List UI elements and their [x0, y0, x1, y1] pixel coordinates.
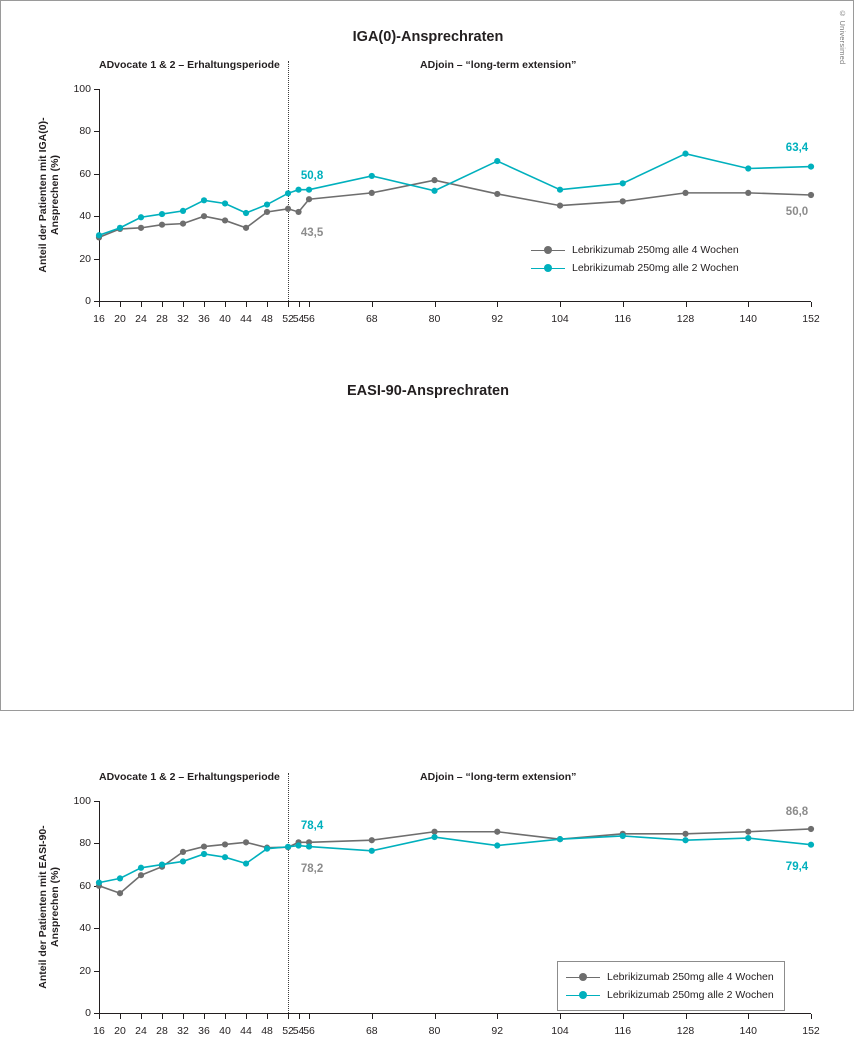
data-point-iga-0-19 [808, 192, 814, 198]
y-tick-label-iga-20: 20 [79, 252, 91, 265]
data-point-easi-1-15 [557, 836, 563, 842]
x-tick-mark-iga-48 [267, 302, 268, 307]
y-axis-label-iga: Anteil der Patienten mit IGA(0)- Ansprechen (%) [37, 117, 61, 273]
x-tick-label-easi-54: 54 [292, 1025, 305, 1037]
data-point-easi-1-17 [682, 837, 688, 843]
x-tick-label-iga-152: 152 [802, 313, 820, 325]
x-tick-mark-iga-152 [811, 302, 812, 307]
x-tick-mark-easi-80 [435, 1014, 436, 1019]
data-point-easi-1-13 [431, 834, 437, 840]
x-tick-label-easi-40: 40 [219, 1025, 231, 1037]
value-label-mid-iga-1: 43,5 [300, 227, 324, 240]
x-tick-mark-iga-28 [162, 302, 163, 307]
data-point-iga-1-1 [117, 225, 123, 231]
data-point-iga-0-15 [557, 203, 563, 209]
data-point-iga-1-7 [243, 210, 249, 216]
data-point-iga-1-5 [201, 197, 207, 203]
x-tick-label-easi-28: 28 [156, 1025, 168, 1037]
x-tick-mark-iga-116 [623, 302, 624, 307]
legend-item-easi-0[interactable] [566, 968, 774, 986]
x-tick-label-iga-80: 80 [428, 313, 441, 325]
x-tick-mark-iga-20 [120, 302, 121, 307]
data-point-easi-0-17 [682, 831, 688, 837]
legend-label-easi-1: Lebrikizumab 250mg alle 2 Wochen [607, 989, 774, 1001]
x-tick-label-iga-36: 36 [198, 313, 210, 325]
x-tick-label-iga-44: 44 [240, 313, 252, 325]
chart-block-iga [1, 1, 854, 357]
x-tick-label-iga-28: 28 [156, 313, 168, 325]
data-point-easi-1-10 [295, 842, 301, 848]
x-tick-mark-easi-56 [309, 1014, 310, 1019]
x-tick-mark-easi-92 [497, 1014, 498, 1019]
data-point-easi-0-12 [369, 837, 375, 843]
x-tick-mark-easi-104 [560, 1014, 561, 1019]
x-tick-label-easi-128: 128 [676, 1025, 695, 1037]
y-tick-label-iga-100: 100 [73, 83, 91, 95]
legend-easi [557, 961, 785, 1011]
phase-label-left-iga: ADvocate 1 & 2 – Erhaltungsperiode [99, 59, 280, 71]
value-label-mid-iga-0: 50,8 [300, 169, 324, 182]
x-tick-mark-easi-48 [267, 1014, 268, 1019]
data-point-iga-1-10 [295, 187, 301, 193]
x-tick-mark-easi-44 [246, 1014, 247, 1019]
data-point-iga-1-18 [745, 165, 751, 171]
y-tick-label-easi-0: 0 [85, 1007, 91, 1019]
data-point-easi-1-16 [620, 833, 626, 839]
data-point-iga-1-15 [557, 187, 563, 193]
x-tick-mark-easi-28 [162, 1014, 163, 1019]
x-tick-mark-iga-40 [225, 302, 226, 307]
value-label-end-easi-0: 86,8 [785, 805, 809, 818]
x-tick-mark-easi-40 [225, 1014, 226, 1019]
phase-label-right-iga: ADjoin – “long-term extension” [420, 59, 577, 71]
data-point-iga-1-11 [306, 187, 312, 193]
data-point-iga-1-2 [138, 214, 144, 220]
y-tick-label-easi-20: 20 [79, 964, 91, 977]
x-tick-label-iga-20: 20 [114, 313, 126, 325]
y-tick-label-easi-40: 40 [79, 922, 91, 935]
data-point-easi-0-2 [138, 872, 144, 878]
data-point-iga-0-11 [306, 196, 312, 202]
x-tick-label-iga-128: 128 [676, 313, 695, 325]
x-tick-mark-easi-128 [686, 1014, 687, 1019]
chart-block-easi [1, 357, 854, 1037]
data-point-iga-1-6 [222, 200, 228, 206]
value-label-mid-easi-1: 78,2 [300, 862, 324, 875]
x-tick-label-easi-152: 152 [802, 1025, 820, 1037]
x-tick-label-easi-16: 16 [93, 1025, 105, 1037]
data-point-easi-0-6 [222, 841, 228, 847]
data-point-easi-1-7 [243, 860, 249, 866]
data-point-iga-0-7 [243, 225, 249, 231]
data-point-easi-1-14 [494, 842, 500, 848]
data-point-easi-1-6 [222, 854, 228, 860]
x-tick-mark-easi-32 [183, 1014, 184, 1019]
x-tick-mark-iga-16 [99, 302, 100, 307]
data-point-iga-0-2 [138, 225, 144, 231]
x-tick-mark-easi-36 [204, 1014, 205, 1019]
phase-label-right-easi: ADjoin – “long-term extension” [420, 771, 577, 783]
data-point-iga-0-6 [222, 217, 228, 223]
x-tick-label-easi-68: 68 [365, 1025, 378, 1037]
x-tick-label-iga-48: 48 [261, 313, 273, 325]
x-tick-mark-easi-68 [372, 1014, 373, 1019]
data-point-iga-0-12 [369, 190, 375, 196]
data-point-easi-1-1 [117, 875, 123, 881]
data-point-iga-1-3 [159, 211, 165, 217]
x-tick-mark-easi-152 [811, 1014, 812, 1019]
x-tick-mark-iga-54 [299, 302, 300, 307]
x-tick-label-iga-104: 104 [551, 313, 569, 325]
data-point-iga-0-4 [180, 221, 186, 227]
data-point-iga-0-18 [745, 190, 751, 196]
data-point-easi-1-18 [745, 835, 751, 841]
x-tick-label-easi-36: 36 [198, 1025, 210, 1037]
x-tick-label-easi-24: 24 [135, 1025, 147, 1037]
series-line-easi-1 [99, 836, 811, 883]
legend-iga [531, 241, 739, 277]
data-point-easi-0-14 [494, 829, 500, 835]
legend-swatch-icon-easi-1 [566, 990, 600, 1000]
x-tick-mark-iga-36 [204, 302, 205, 307]
phase-label-left-easi: ADvocate 1 & 2 – Erhaltungsperiode [99, 771, 280, 783]
data-point-easi-1-4 [180, 858, 186, 864]
data-point-easi-1-11 [306, 843, 312, 849]
data-point-iga-0-13 [431, 177, 437, 183]
data-point-iga-0-3 [159, 222, 165, 228]
value-label-end-iga-1: 50,0 [785, 205, 809, 218]
legend-label-easi-0: Lebrikizumab 250mg alle 4 Wochen [607, 971, 774, 983]
y-axis-label-easi: Anteil der Patienten mit EASI-90- Ansprechen (%) [37, 825, 61, 989]
y-tick-label-iga-60: 60 [79, 167, 91, 180]
x-tick-mark-easi-24 [141, 1014, 142, 1019]
legend-item-easi-1[interactable] [566, 986, 774, 1004]
x-tick-label-easi-92: 92 [491, 1025, 504, 1037]
x-tick-mark-iga-140 [748, 302, 749, 307]
x-tick-mark-iga-92 [497, 302, 498, 307]
legend-item-iga-0[interactable] [531, 241, 739, 259]
data-point-easi-1-2 [138, 865, 144, 871]
x-axis-iga [99, 301, 811, 302]
x-tick-label-iga-68: 68 [365, 313, 378, 325]
data-point-iga-1-12 [369, 173, 375, 179]
x-tick-label-easi-32: 32 [177, 1025, 189, 1037]
value-label-end-iga-0: 63,4 [785, 142, 809, 155]
legend-label-iga-1: Lebrikizumab 250mg alle 2 Wochen [572, 262, 739, 274]
x-tick-label-iga-54: 54 [292, 313, 305, 325]
data-point-iga-1-14 [494, 158, 500, 164]
legend-swatch-icon-easi-0 [566, 972, 600, 982]
x-tick-label-iga-16: 16 [93, 313, 105, 325]
x-tick-mark-easi-54 [299, 1014, 300, 1019]
x-tick-label-iga-52: 52 [282, 313, 294, 325]
x-tick-label-easi-20: 20 [114, 1025, 126, 1037]
x-tick-mark-iga-32 [183, 302, 184, 307]
data-point-easi-0-7 [243, 839, 249, 845]
data-point-easi-1-9 [285, 844, 291, 850]
legend-item-iga-1[interactable] [531, 259, 739, 277]
x-tick-label-easi-104: 104 [551, 1025, 569, 1037]
data-point-easi-1-3 [159, 862, 165, 868]
legend-swatch-icon-iga-1 [531, 263, 565, 273]
x-tick-label-easi-56: 56 [303, 1025, 315, 1037]
x-tick-label-iga-40: 40 [219, 313, 231, 325]
value-label-mid-easi-0: 78,4 [300, 820, 324, 833]
data-point-iga-0-10 [295, 209, 301, 215]
data-point-easi-0-5 [201, 843, 207, 849]
data-point-iga-1-4 [180, 208, 186, 214]
data-point-iga-1-13 [431, 188, 437, 194]
x-tick-label-iga-92: 92 [491, 313, 504, 325]
chart-title-iga: IGA(0)-Ansprechraten [352, 29, 504, 45]
x-tick-label-easi-80: 80 [428, 1025, 441, 1037]
data-point-easi-0-4 [180, 849, 186, 855]
chart-title-easi: EASI-90-Ansprechraten [347, 383, 509, 399]
data-point-easi-1-19 [808, 842, 814, 848]
data-point-iga-1-19 [808, 163, 814, 169]
data-point-easi-1-12 [369, 848, 375, 854]
x-tick-mark-iga-52 [288, 302, 289, 307]
x-tick-label-easi-48: 48 [261, 1025, 273, 1037]
x-tick-mark-iga-128 [686, 302, 687, 307]
data-point-iga-1-16 [620, 180, 626, 186]
y-tick-label-easi-100: 100 [73, 795, 91, 807]
x-tick-mark-easi-20 [120, 1014, 121, 1019]
x-tick-mark-iga-104 [560, 302, 561, 307]
x-tick-mark-iga-44 [246, 302, 247, 307]
series-line-iga-0 [99, 180, 811, 240]
data-point-iga-1-17 [682, 151, 688, 157]
x-tick-mark-easi-116 [623, 1014, 624, 1019]
data-point-easi-0-13 [431, 829, 437, 835]
data-point-iga-0-14 [494, 191, 500, 197]
data-point-iga-0-9 [285, 206, 291, 212]
data-point-iga-1-0 [96, 232, 102, 238]
x-tick-mark-easi-16 [99, 1014, 100, 1019]
x-tick-mark-iga-68 [372, 302, 373, 307]
x-tick-label-easi-52: 52 [282, 1025, 294, 1037]
y-tick-label-easi-80: 80 [79, 837, 91, 850]
series-line-easi-0 [99, 829, 811, 893]
data-point-iga-1-9 [285, 190, 291, 196]
x-tick-label-easi-44: 44 [240, 1025, 252, 1037]
y-tick-label-iga-40: 40 [79, 210, 91, 223]
value-label-end-easi-1: 79,4 [785, 860, 809, 873]
y-tick-label-iga-0: 0 [85, 295, 91, 307]
x-tick-mark-iga-24 [141, 302, 142, 307]
data-point-iga-1-8 [264, 201, 270, 207]
data-point-easi-1-8 [264, 846, 270, 852]
x-tick-label-iga-116: 116 [614, 313, 632, 325]
legend-swatch-icon-iga-0 [531, 245, 565, 255]
x-tick-mark-easi-52 [288, 1014, 289, 1019]
x-tick-mark-iga-56 [309, 302, 310, 307]
data-point-iga-0-16 [620, 198, 626, 204]
data-point-easi-1-5 [201, 851, 207, 857]
x-axis-easi [99, 1013, 811, 1014]
legend-label-iga-0: Lebrikizumab 250mg alle 4 Wochen [572, 244, 739, 256]
data-point-easi-0-18 [745, 829, 751, 835]
copyright-notice: © Universimed [838, 9, 847, 65]
x-tick-label-iga-32: 32 [177, 313, 189, 325]
data-point-iga-0-17 [682, 190, 688, 196]
data-point-iga-0-8 [264, 209, 270, 215]
x-tick-label-iga-24: 24 [135, 313, 147, 325]
x-tick-label-iga-140: 140 [739, 313, 758, 325]
x-tick-label-easi-140: 140 [739, 1025, 758, 1037]
x-tick-label-easi-116: 116 [614, 1025, 632, 1037]
x-tick-label-iga-56: 56 [303, 313, 315, 325]
data-point-easi-0-19 [808, 826, 814, 832]
y-tick-label-iga-80: 80 [79, 125, 91, 138]
data-point-easi-0-1 [117, 890, 123, 896]
x-tick-mark-easi-140 [748, 1014, 749, 1019]
x-tick-mark-iga-80 [435, 302, 436, 307]
series-line-iga-1 [99, 154, 811, 236]
y-tick-label-easi-60: 60 [79, 879, 91, 892]
data-point-iga-0-5 [201, 213, 207, 219]
data-point-easi-1-0 [96, 880, 102, 886]
